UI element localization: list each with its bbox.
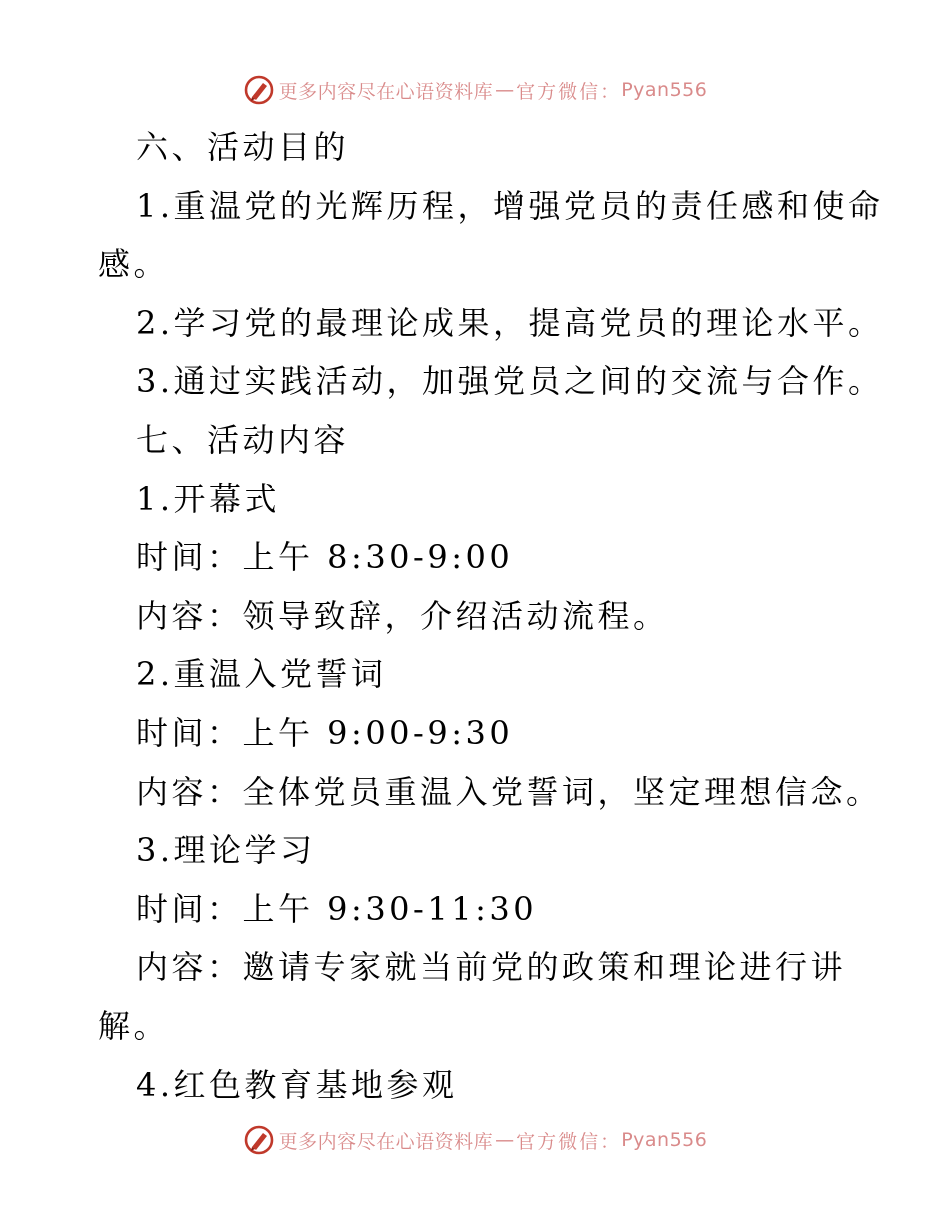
watermark-wechat-label: 官方微信： [516, 80, 622, 103]
pen-circle-logo-icon [243, 74, 275, 106]
document-line: 解。 [98, 1006, 170, 1045]
watermark-separator: — [495, 79, 515, 101]
document-line: 内容：邀请专家就当前党的政策和理论进行讲 [136, 948, 847, 987]
header-watermark [0, 72, 950, 108]
watermark-site-text: 更多内容尽在心语资料库 [278, 80, 494, 103]
watermark-wechat-id: Pyan556 [621, 1129, 708, 1151]
document-line: 2.学习党的最理论成果，提高党员的理论水平。 [136, 303, 884, 342]
document-line: 感。 [98, 245, 170, 284]
document-line: 六、活动目的 [136, 128, 350, 166]
document-line: 七、活动内容 [136, 420, 350, 459]
document-line: 2.重温入党誓词 [136, 655, 387, 694]
footer-watermark [0, 1122, 950, 1158]
pen-circle-logo-icon [243, 1124, 275, 1156]
document-line: 1.开幕式 [136, 479, 281, 518]
document-line: 1.重温党的光辉历程，增强党员的责任感和使命 [136, 186, 884, 225]
watermark-wechat-id: Pyan556 [621, 79, 708, 101]
document-body [98, 118, 884, 1114]
document-line: 内容：全体党员重温入党誓词，坚定理想信念。 [136, 772, 882, 811]
watermark-wechat-label: 官方微信： [516, 1130, 622, 1153]
document-line: 4.红色教育基地参观 [136, 1065, 458, 1104]
document-line: 3.通过实践活动，加强党员之间的交流与合作。 [136, 362, 884, 401]
document-line: 时间：上午 9:00-9:30 [136, 713, 514, 752]
watermark-site-text: 更多内容尽在心语资料库 [278, 1130, 494, 1153]
document-line: 内容：领导致辞，介绍活动流程。 [136, 596, 669, 635]
document-line: 时间：上午 9:30-11:30 [136, 889, 538, 928]
watermark-separator: — [495, 1129, 515, 1151]
document-line: 3.理论学习 [136, 831, 316, 870]
document-line: 时间：上午 8:30-9:00 [136, 538, 514, 577]
